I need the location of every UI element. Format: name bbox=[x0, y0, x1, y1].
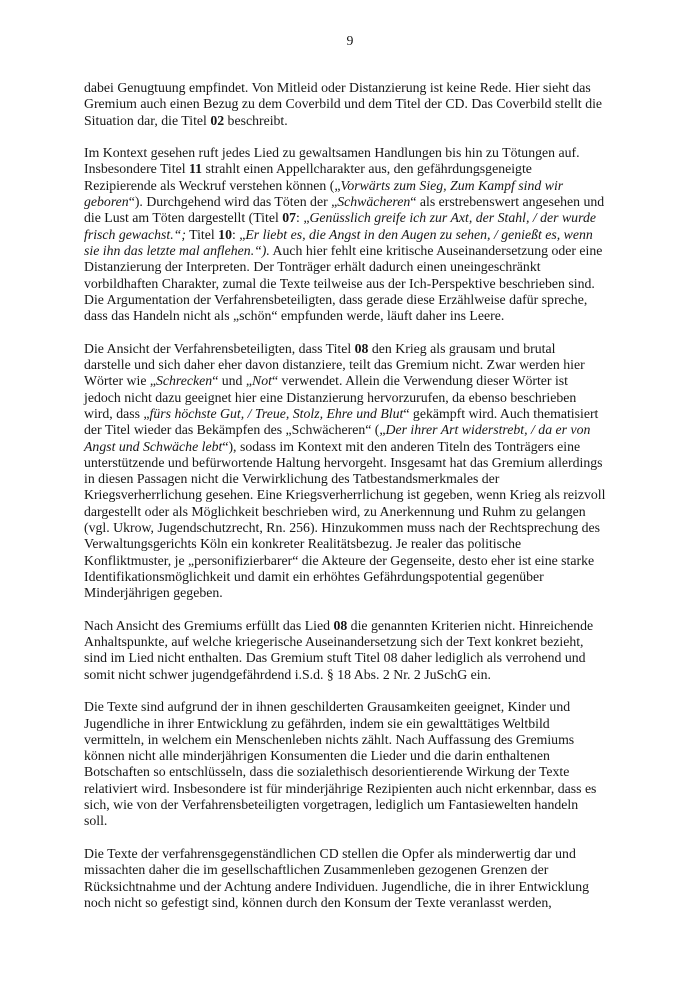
text-segment: relativiert wird. Insbesondere ist für minderjährige Rezipienten auch nicht erkennbar, dass es bbox=[84, 780, 597, 796]
text-segment: Distanzierung der Interpreten. Der Tonträger erhält dadurch einen uneingeschränkt bbox=[84, 259, 541, 275]
text-segment: Rücksichtnahme und der Achtung andere Individuen. Jugendliche, die in ihrer Entwicklung bbox=[84, 878, 589, 894]
text-segment: somit nicht schwer jugendgefährdend i.S.d. § 18 Abs. 2 Nr. 2 JuSchG ein. bbox=[84, 666, 491, 682]
text-line bbox=[84, 585, 629, 601]
text-segment: Botschaften so entschlüsseln, dass die sozialethisch desorientierende Wirkung der Texte bbox=[84, 764, 570, 780]
text-line bbox=[84, 487, 629, 503]
text-segment: soll. bbox=[84, 813, 108, 829]
text-line bbox=[84, 667, 629, 683]
text-segment: Genüsslich greife ich zur Axt, der Stahl, / der wurde bbox=[309, 210, 596, 226]
text-segment: noch nicht so gefestigt sind, können durch den Konsum der Texte veranlasst werden, bbox=[84, 894, 552, 910]
text-line bbox=[84, 390, 629, 406]
text-line bbox=[84, 243, 629, 259]
text-segment: Jugendliche in ihrer Entwicklung zu gefährden, indem sie ein gewalttätiges Weltbild bbox=[84, 715, 550, 731]
text-line bbox=[84, 520, 629, 536]
text-segment: Vorwärts zum Sieg, Zum Kampf sind wir bbox=[340, 177, 564, 193]
text-line bbox=[84, 879, 629, 895]
text-line bbox=[84, 194, 629, 210]
text-segment: Schrecken bbox=[156, 373, 213, 389]
text-segment: 08 bbox=[333, 617, 348, 633]
text-segment: missachten daher die im gesellschaftlichen Zusammenleben gezogenen Grenzen der bbox=[84, 862, 549, 878]
text-segment: geboren bbox=[84, 194, 129, 210]
text-segment: (vgl. Ukrow, Jugendschutzrecht, Rn. 256). Hinzukommen muss nach der Rechtsprechung des bbox=[84, 520, 600, 536]
text-segment: Die Texte der verfahrensgegenständlichen CD stellen die Opfer als minderwertig dar und bbox=[84, 845, 576, 861]
text-segment: vorbildhaften Charakter, zumal die Texte teilweise aus der Ich-Perspektive beschrieben sind. bbox=[84, 275, 595, 291]
text-segment: Die Argumentation der Verfahrensbeteiligten, dass gerade diese Erzählweise dafür spreche, bbox=[84, 291, 588, 307]
text-segment: 08 bbox=[354, 340, 369, 356]
text-line bbox=[84, 764, 629, 780]
text-segment: Anhaltspunkte, auf welche kriegerische Auseinandersetzung sich der Text konkret bezieht, bbox=[84, 634, 584, 650]
text-line bbox=[84, 846, 629, 862]
text-line bbox=[84, 439, 629, 455]
text-line bbox=[84, 292, 629, 308]
text-line bbox=[84, 80, 629, 96]
text-segment: Insbesondere Titel bbox=[84, 161, 190, 177]
text-segment: in diesen Passagen nicht die Verwirklichung des Tatbestandsmerkmales der bbox=[84, 471, 500, 487]
text-line bbox=[84, 699, 629, 715]
text-line bbox=[84, 455, 629, 471]
text-segment: sich, wie von der Verfahrensbeteiligten vorgetragen, lediglich um Fantasiewelten handeln bbox=[84, 797, 579, 813]
text-segment: Die Texte sind aufgrund der in ihnen geschilderten Grausamkeiten geeignet, Kinder und bbox=[84, 699, 571, 715]
text-segment: “ und „ bbox=[212, 373, 253, 389]
text-line bbox=[84, 797, 629, 813]
text-segment: beschreibt. bbox=[224, 112, 288, 128]
text-segment: “ als erstrebenswert angesehen und bbox=[410, 194, 605, 210]
paragraph bbox=[84, 846, 629, 911]
text-line bbox=[84, 650, 629, 666]
text-line bbox=[84, 341, 629, 357]
text-line bbox=[84, 618, 629, 634]
text-segment: Gremium auch einen Bezug zu dem Coverbild und dem Titel der CD. Das Coverbild stellt die bbox=[84, 96, 603, 112]
text-segment: Titel bbox=[185, 226, 219, 242]
text-line bbox=[84, 308, 629, 324]
text-line bbox=[84, 145, 629, 161]
text-line bbox=[84, 732, 629, 748]
paragraph bbox=[84, 618, 629, 683]
text-segment: 07 bbox=[282, 210, 297, 226]
text-segment: : „ bbox=[231, 226, 246, 242]
text-segment: jedoch nicht dazu geeignet hier eine Distanzierung hervorzurufen, da ebenso beschrieben bbox=[84, 389, 577, 405]
text-line bbox=[84, 210, 629, 226]
text-segment: Er liebt es, die Angst in den Augen zu sehen, / genießt es, wenn bbox=[245, 226, 593, 242]
text-segment: können nicht alle minderjährigen Konsumenten die Lieder und die darin enthaltenen bbox=[84, 748, 550, 764]
text-segment: sie ihn das letzte mal anflehen.“). bbox=[84, 242, 270, 258]
text-segment: Nach Ansicht des Gremiums erfüllt das Lied bbox=[84, 617, 334, 633]
text-segment: dabei Genugtuung empfindet. Von Mitleid oder Distanzierung ist keine Rede. Hier sieht das bbox=[84, 80, 591, 95]
text-line bbox=[84, 553, 629, 569]
text-segment: strahlt einen Appellcharakter aus, den gefährdungsgeneigte bbox=[202, 161, 532, 177]
text-segment: Die Ansicht der Verfahrensbeteiligten, dass Titel bbox=[84, 340, 355, 356]
text-line bbox=[84, 113, 629, 129]
text-segment: : „ bbox=[296, 210, 310, 226]
text-line bbox=[84, 813, 629, 829]
text-segment: darstelle und sich daher eher davon distanziere, teilt das Gremium nicht. Zwar werden hier bbox=[84, 357, 585, 373]
text-segment: 11 bbox=[189, 161, 203, 177]
text-line bbox=[84, 504, 629, 520]
text-line bbox=[84, 178, 629, 194]
text-segment: Wörter wie „ bbox=[84, 373, 157, 389]
page-number: 9 bbox=[346, 33, 354, 48]
text-line bbox=[84, 161, 629, 177]
paragraph bbox=[84, 145, 629, 324]
text-segment: Minderjährigen gegeben. bbox=[84, 585, 223, 601]
text-line bbox=[84, 259, 629, 275]
paragraph bbox=[84, 80, 629, 129]
text-line bbox=[84, 634, 629, 650]
text-segment: der Titel wieder das Bekämpfen des „Schwächeren“ („ bbox=[84, 422, 386, 438]
text-segment: Verwaltungsgerichts Köln ein konkreter Realitätsbezug. Je realer das politische bbox=[84, 536, 522, 552]
text-line bbox=[84, 748, 629, 764]
text-segment: 02 bbox=[210, 112, 225, 128]
text-segment: 10 bbox=[218, 226, 232, 242]
document-body bbox=[84, 80, 629, 911]
text-line bbox=[84, 569, 629, 585]
text-line bbox=[84, 373, 629, 389]
text-line bbox=[84, 781, 629, 797]
text-line bbox=[84, 276, 629, 292]
text-segment: Kriegsverherrlichung gesehen. Eine Kriegsverherrlichung ist gegeben, wenn Krieg als reizvoll bbox=[84, 487, 606, 503]
text-line bbox=[84, 471, 629, 487]
text-segment: den Krieg als grausam und brutal bbox=[368, 340, 556, 356]
text-line bbox=[84, 96, 629, 112]
text-segment: “ gekämpft wird. Auch thematisiert bbox=[403, 405, 599, 421]
text-segment: frisch gewachst.“; bbox=[84, 226, 186, 242]
text-segment: Der ihrer Art widerstrebt, / da er von bbox=[385, 422, 591, 438]
text-line bbox=[84, 716, 629, 732]
text-line bbox=[84, 357, 629, 373]
text-line bbox=[84, 895, 629, 911]
paragraph bbox=[84, 699, 629, 829]
text-segment: Im Kontext gesehen ruft jedes Lied zu gewaltsamen Handlungen bis hin zu Tötungen auf. bbox=[84, 145, 580, 161]
text-line bbox=[84, 862, 629, 878]
text-line bbox=[84, 536, 629, 552]
text-segment: dass das Handeln nicht als „schön“ empfunden werde, läuft daher ins Leere. bbox=[84, 308, 505, 324]
text-segment: unterstützende und befürwortende Haltung hervorgeht. Insgesamt hat das Gremium allerdings bbox=[84, 454, 603, 470]
text-segment: Identifikationsmöglichkeit und damit ein erhöhtes Gefährdungspotential gegenüber bbox=[84, 568, 544, 584]
paragraph bbox=[84, 341, 629, 602]
text-segment: Angst und Schwäche lebt bbox=[84, 438, 223, 454]
text-segment: Not bbox=[252, 373, 272, 389]
text-segment: Schwächeren bbox=[337, 194, 411, 210]
text-segment: vermitteln, in welchem ein Menschenleben nichts zählt. Nach Auffassung des Gremiums bbox=[84, 731, 575, 747]
text-segment: die Lust am Töten dargestellt (Titel bbox=[84, 210, 283, 226]
text-line bbox=[84, 406, 629, 422]
text-segment: fürs höchste Gut, / Treue, Stolz, Ehre und Blut bbox=[149, 405, 404, 421]
text-segment: dargestellt oder als Möglichkeit beschrieben wird, zu Anerkennung und Ruhm zu gelangen bbox=[84, 503, 586, 519]
text-segment: Situation dar, die Titel bbox=[84, 112, 211, 128]
text-segment: “). Durchgehend wird das Töten der „ bbox=[128, 194, 338, 210]
text-segment: wird, dass „ bbox=[84, 405, 150, 421]
text-segment: “), sodass im Kontext mit den anderen Titeln des Tonträgers eine bbox=[222, 438, 581, 454]
text-line bbox=[84, 227, 629, 243]
text-segment: Rezipierende als Weckruf verstehen können („ bbox=[84, 177, 341, 193]
text-segment: Konfliktmuster, je „personifizierbarer“ die Akteure der Gegenseite, desto eher ist eine starke bbox=[84, 552, 595, 568]
text-segment: “ verwendet. Allein die Verwendung dieser Wörter ist bbox=[271, 373, 569, 389]
text-line bbox=[84, 422, 629, 438]
text-segment: sind im Lied nicht enthalten. Das Gremium stuft Titel 08 daher lediglich als verrohend und bbox=[84, 650, 586, 666]
text-segment: Auch hier fehlt eine kritische Auseinandersetzung oder eine bbox=[269, 242, 603, 258]
text-segment: die genannten Kriterien nicht. Hinreichende bbox=[347, 617, 594, 633]
